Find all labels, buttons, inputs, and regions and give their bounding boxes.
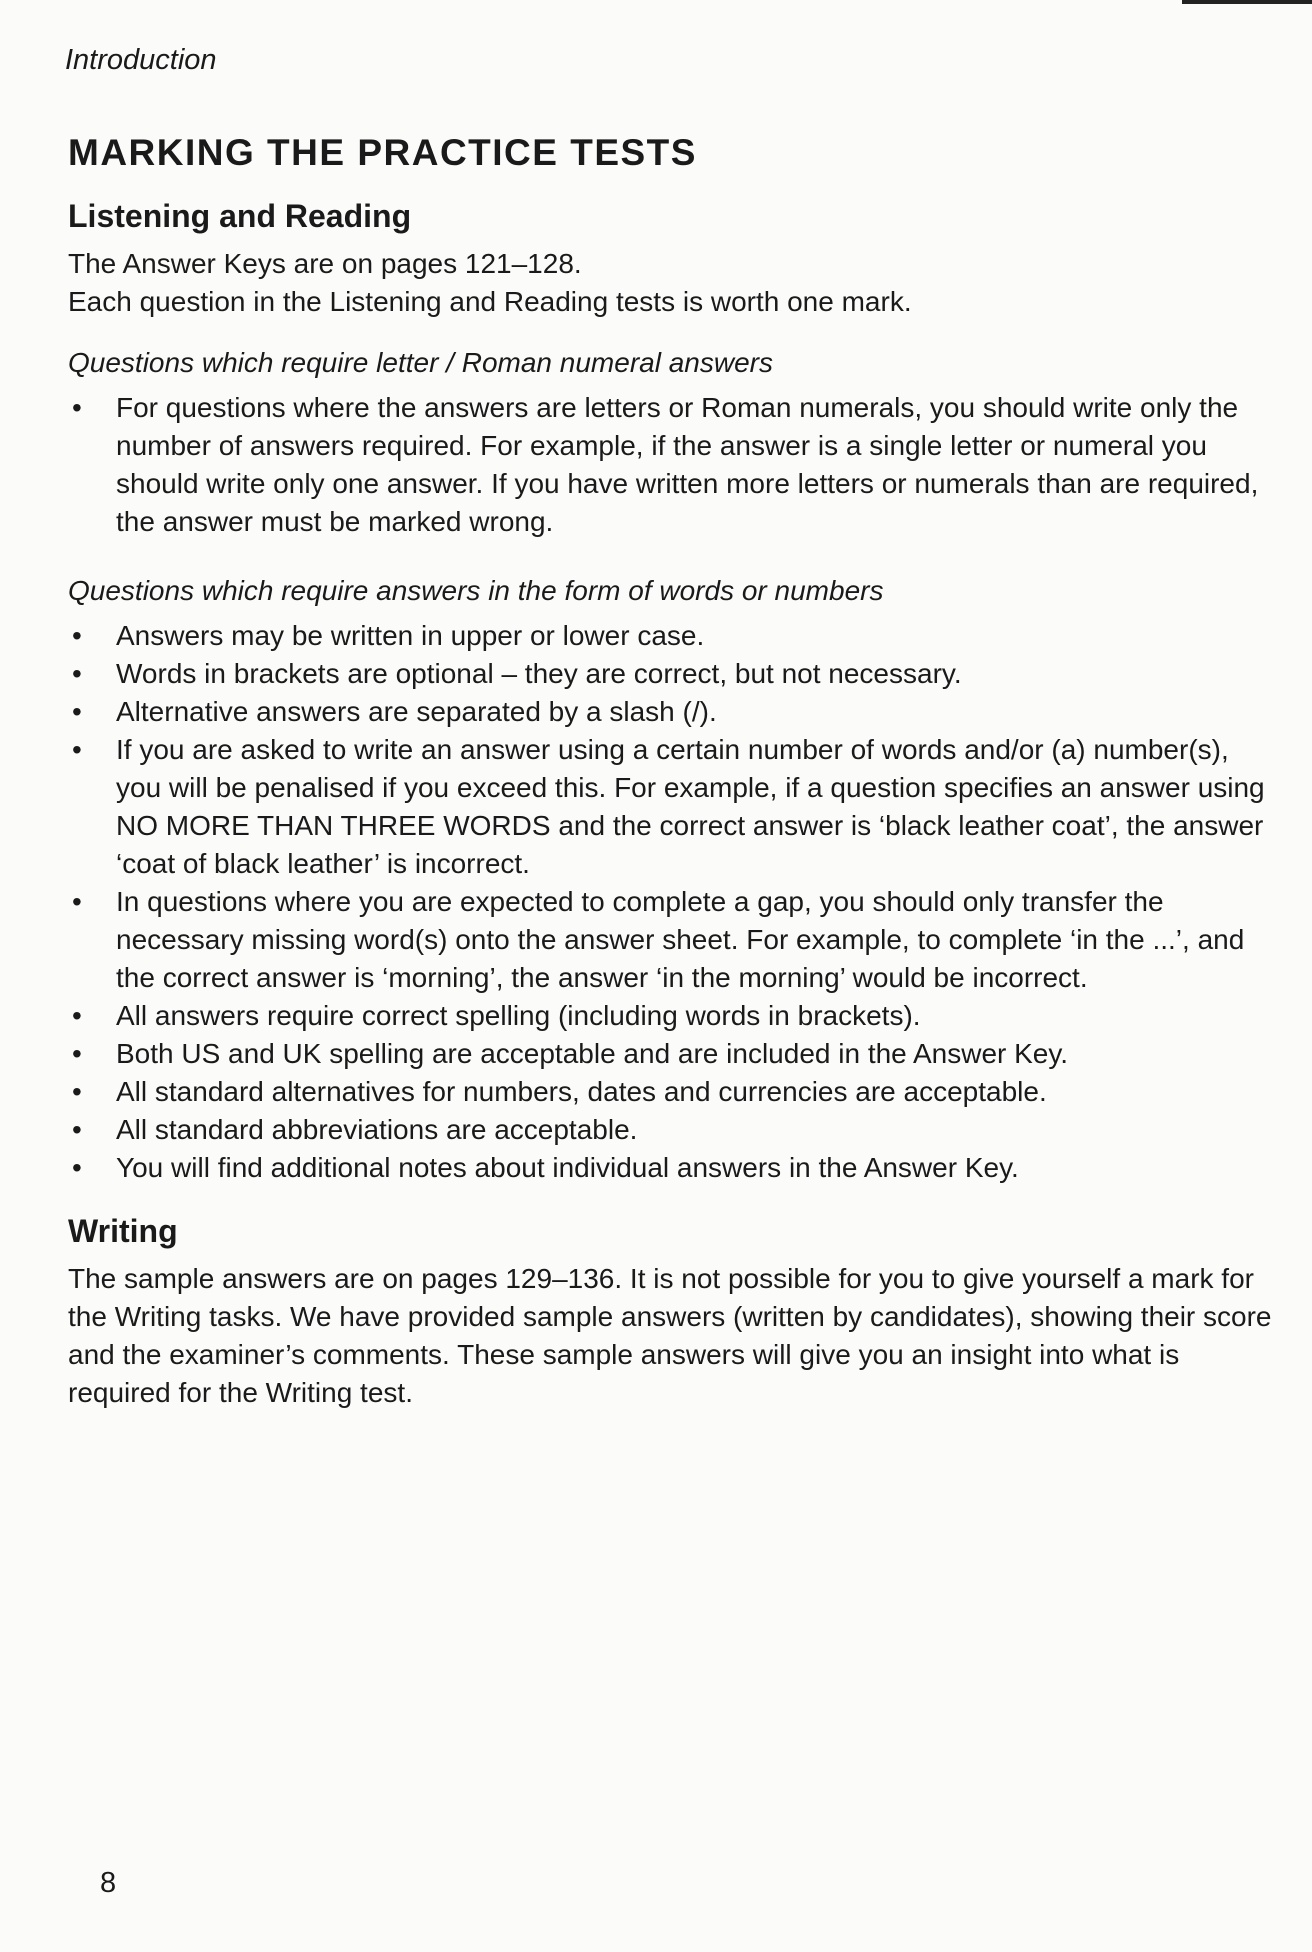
bullet-dot: • [72, 886, 82, 917]
list-item: • All standard abbreviations are acceptable. [68, 1111, 1278, 1149]
list-item: • All answers require correct spelling (including words in brackets). [68, 997, 1278, 1035]
list-item: • Both US and UK spelling are acceptable and are included in the Answer Key. [68, 1035, 1278, 1073]
writing-paragraph: The sample answers are on pages 129–136. It is not possible for you to give yourself a mark for the Writing tasks. We have provided sample answers (written by candidates), showing their score and the examiner’s comments. These sample answers will give you an insight into what is required for the Writing test. [68, 1263, 1272, 1408]
word-answers-list [68, 617, 1278, 1187]
letter-answers-subheading: Questions which require letter / Roman numeral answers [68, 347, 773, 378]
list-item: • If you are asked to write an answer using a certain number of words and/or (a) number(s), you will be penalised if you exceed this. For example, if a question specifies an answer using NO MORE THAN THREE WORDS and the correct answer is ‘black leather coat’, the answer ‘coat of black leather’ is incorrect. [68, 731, 1278, 883]
bullet-dot: • [72, 734, 82, 765]
bullet-dot: • [72, 1000, 82, 1031]
bullet-dot: • [72, 658, 82, 689]
word-answers-subheading: Questions which require answers in the form of words or numbers [68, 575, 884, 606]
bullet-dot: • [72, 1114, 82, 1145]
page-number: 8 [100, 1867, 117, 1899]
page-content [68, 132, 1278, 1412]
list-item: • Alternative answers are separated by a slash (/). [68, 693, 1278, 731]
list-item: • For questions where the answers are letters or Roman numerals, you should write only the number of answers required. For example, if the answer is a single letter or numeral you should write only one answer. If you have written more letters or numerals than are required, the answer must be marked wrong. [68, 389, 1278, 541]
list-item: • Answers may be written in upper or lower case. [68, 617, 1278, 655]
bullet-dot: • [72, 696, 82, 727]
page-title: MARKING THE PRACTICE TESTS [68, 132, 697, 173]
answer-keys-line: The Answer Keys are on pages 121–128. [68, 248, 582, 279]
running-head: Introduction [65, 44, 217, 76]
letter-answers-list [68, 389, 1278, 541]
list-item: • All standard alternatives for numbers, dates and currencies are acceptable. [68, 1073, 1278, 1111]
one-mark-line: Each question in the Listening and Reading tests is worth one mark. [68, 286, 912, 317]
listening-reading-heading: Listening and Reading [68, 198, 412, 234]
list-item: • Words in brackets are optional – they are correct, but not necessary. [68, 655, 1278, 693]
writing-heading: Writing [68, 1213, 178, 1249]
list-item: • In questions where you are expected to complete a gap, you should only transfer the necessary missing word(s) onto the answer sheet. For example, to complete ‘in the ...’, and the correct answer is ‘morning’, the answer ‘in the morning’ would be incorrect. [68, 883, 1278, 997]
top-edge-rule [1182, 0, 1312, 4]
bullet-dot: • [72, 1152, 82, 1183]
bullet-dot: • [72, 1038, 82, 1069]
bullet-dot: • [72, 392, 82, 423]
list-item: • You will find additional notes about individual answers in the Answer Key. [68, 1149, 1278, 1187]
bullet-dot: • [72, 620, 82, 651]
bullet-dot: • [72, 1076, 82, 1107]
